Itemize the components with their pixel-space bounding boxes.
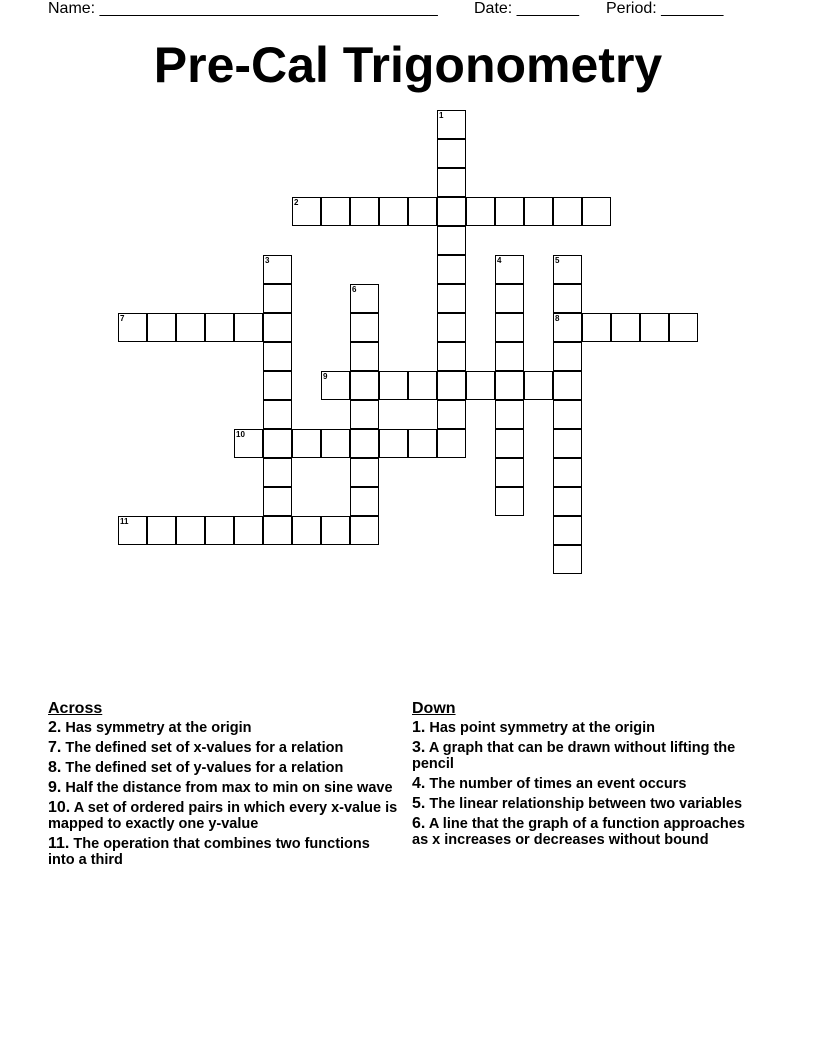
- grid-cell[interactable]: [437, 168, 466, 197]
- clue-number: 6.: [412, 815, 426, 832]
- grid-cell[interactable]: [408, 197, 437, 226]
- page-title: Pre-Cal Trigonometry: [153, 37, 663, 93]
- grid-cell[interactable]: [495, 400, 524, 429]
- grid-cell[interactable]: [437, 400, 466, 429]
- grid-cell[interactable]: [495, 255, 524, 284]
- cell-number: 3: [265, 256, 270, 265]
- clue-text: The defined set of y-values for a relation: [65, 760, 344, 776]
- grid-cell[interactable]: [553, 197, 582, 226]
- grid-cell[interactable]: [495, 458, 524, 487]
- clue-number: 8.: [48, 759, 62, 776]
- grid-cell[interactable]: [234, 429, 263, 458]
- grid-cell[interactable]: [553, 342, 582, 371]
- clue-text: The linear relationship between two variables: [429, 796, 743, 812]
- grid-cell[interactable]: [437, 226, 466, 255]
- clue-text: The number of times an event occurs: [429, 776, 687, 792]
- clue-text: Has symmetry at the origin: [65, 720, 252, 736]
- grid-cell[interactable]: [118, 313, 147, 342]
- grid-cell[interactable]: [292, 429, 321, 458]
- grid-cell[interactable]: [437, 371, 466, 400]
- grid-cell[interactable]: [263, 313, 292, 342]
- grid-cell[interactable]: [205, 313, 234, 342]
- grid-cell[interactable]: [321, 516, 350, 545]
- grid-cell[interactable]: [437, 429, 466, 458]
- grid-cell[interactable]: [553, 516, 582, 545]
- grid-cell[interactable]: [263, 342, 292, 371]
- grid-cell[interactable]: [437, 139, 466, 168]
- grid-cell[interactable]: [553, 255, 582, 284]
- grid-cell[interactable]: [350, 284, 379, 313]
- grid-cell[interactable]: [495, 371, 524, 400]
- grid-cell[interactable]: [350, 487, 379, 516]
- cell-number: 9: [323, 372, 328, 381]
- grid-cell[interactable]: [118, 516, 147, 545]
- clue-item: [48, 740, 398, 756]
- grid-cell[interactable]: [263, 487, 292, 516]
- clue-number: 11.: [48, 835, 70, 852]
- clue-number: 4.: [412, 775, 426, 792]
- grid-cell[interactable]: [263, 284, 292, 313]
- clue-number: 9.: [48, 779, 62, 796]
- clue-item: [412, 796, 762, 812]
- grid-cell[interactable]: [350, 516, 379, 545]
- grid-cell[interactable]: [176, 516, 205, 545]
- grid-cell[interactable]: [524, 197, 553, 226]
- grid-cell[interactable]: [553, 545, 582, 574]
- grid-cell[interactable]: [263, 429, 292, 458]
- grid-cell[interactable]: [234, 313, 263, 342]
- period-field[interactable]: Period: _______: [606, 0, 724, 17]
- grid-cell[interactable]: [582, 197, 611, 226]
- cell-number: 4: [497, 256, 502, 265]
- grid-cell[interactable]: [147, 516, 176, 545]
- grid-cell[interactable]: [437, 313, 466, 342]
- clue-text: The operation that combines two functions into a third: [48, 836, 370, 868]
- grid-cell[interactable]: [553, 458, 582, 487]
- grid-cell[interactable]: [437, 110, 466, 139]
- cell-number: 6: [352, 285, 357, 294]
- clue-text: A graph that can be drawn without lifting the pencil: [412, 740, 736, 772]
- grid-cell[interactable]: [437, 284, 466, 313]
- across-clues: [48, 698, 398, 872]
- grid-cell[interactable]: [553, 429, 582, 458]
- clue-text: Half the distance from max to min on sine wave: [65, 780, 393, 796]
- grid-cell[interactable]: [379, 197, 408, 226]
- grid-cell[interactable]: [495, 197, 524, 226]
- clue-text: The defined set of x-values for a relation: [65, 740, 344, 756]
- grid-cell[interactable]: [350, 342, 379, 371]
- grid-cell[interactable]: [669, 313, 698, 342]
- grid-cell[interactable]: [176, 313, 205, 342]
- grid-cell[interactable]: [205, 516, 234, 545]
- grid-cell[interactable]: [437, 342, 466, 371]
- grid-cell[interactable]: [553, 313, 582, 342]
- grid-cell[interactable]: [379, 429, 408, 458]
- cell-number: 1: [439, 111, 444, 120]
- clue-item: [48, 836, 398, 868]
- clue-text: A line that the graph of a function approaches as x increases or decreases without bound: [412, 816, 745, 848]
- grid-cell[interactable]: [321, 197, 350, 226]
- grid-cell[interactable]: [582, 313, 611, 342]
- clue-item: [48, 800, 398, 832]
- down-heading: Down: [412, 700, 456, 717]
- down-clues: [412, 698, 762, 852]
- cell-number: 8: [555, 314, 560, 323]
- clue-number: 10.: [48, 799, 71, 816]
- clue-item: [412, 776, 762, 792]
- grid-cell[interactable]: [640, 313, 669, 342]
- grid-cell[interactable]: [437, 255, 466, 284]
- clue-item: [48, 780, 398, 796]
- grid-cell[interactable]: [553, 371, 582, 400]
- grid-cell[interactable]: [553, 487, 582, 516]
- grid-cell[interactable]: [350, 458, 379, 487]
- grid-cell[interactable]: [466, 371, 495, 400]
- cell-number: 7: [120, 314, 125, 323]
- clue-item: [412, 720, 762, 736]
- grid-cell[interactable]: [350, 197, 379, 226]
- clue-text: A set of ordered pairs in which every x-value is mapped to exactly one y-value: [48, 800, 398, 832]
- grid-cell[interactable]: [495, 342, 524, 371]
- cell-number: 11: [120, 517, 129, 526]
- grid-cell[interactable]: [292, 516, 321, 545]
- grid-cell[interactable]: [495, 487, 524, 516]
- grid-cell[interactable]: [495, 313, 524, 342]
- clue-item: [412, 816, 762, 848]
- grid-cell[interactable]: [437, 197, 466, 226]
- clue-number: 1.: [412, 719, 426, 736]
- clue-number: 5.: [412, 795, 426, 812]
- grid-cell[interactable]: [495, 284, 524, 313]
- cell-number: 10: [236, 430, 245, 439]
- grid-cell[interactable]: [495, 429, 524, 458]
- grid-cell[interactable]: [350, 429, 379, 458]
- grid-cell[interactable]: [263, 255, 292, 284]
- clue-item: [48, 760, 398, 776]
- clue-item: [412, 740, 762, 772]
- grid-cell[interactable]: [350, 371, 379, 400]
- grid-cell[interactable]: [234, 516, 263, 545]
- grid-cell[interactable]: [263, 458, 292, 487]
- grid-cell[interactable]: [263, 371, 292, 400]
- clue-number: 3.: [412, 739, 426, 756]
- grid-cell[interactable]: [611, 313, 640, 342]
- date-field[interactable]: Date: _______: [474, 0, 579, 17]
- grid-cell[interactable]: [321, 429, 350, 458]
- grid-cell[interactable]: [263, 400, 292, 429]
- grid-cell[interactable]: [350, 400, 379, 429]
- grid-cell[interactable]: [553, 284, 582, 313]
- clue-number: 7.: [48, 739, 62, 756]
- grid-cell[interactable]: [553, 400, 582, 429]
- grid-cell[interactable]: [466, 197, 495, 226]
- clue-item: [48, 720, 398, 736]
- grid-cell[interactable]: [263, 516, 292, 545]
- grid-cell[interactable]: [524, 371, 553, 400]
- across-heading: Across: [48, 700, 103, 717]
- cell-number: 5: [555, 256, 560, 265]
- clue-text: Has point symmetry at the origin: [429, 720, 655, 736]
- grid-cell[interactable]: [408, 371, 437, 400]
- grid-cell[interactable]: [292, 197, 321, 226]
- grid-cell[interactable]: [147, 313, 176, 342]
- clue-number: 2.: [48, 719, 62, 736]
- grid-cell[interactable]: [350, 313, 379, 342]
- grid-cell[interactable]: [321, 371, 350, 400]
- cell-number: 2: [294, 198, 299, 207]
- grid-cell[interactable]: [408, 429, 437, 458]
- grid-cell[interactable]: [379, 371, 408, 400]
- name-field[interactable]: Name: ______________________________________: [48, 0, 438, 17]
